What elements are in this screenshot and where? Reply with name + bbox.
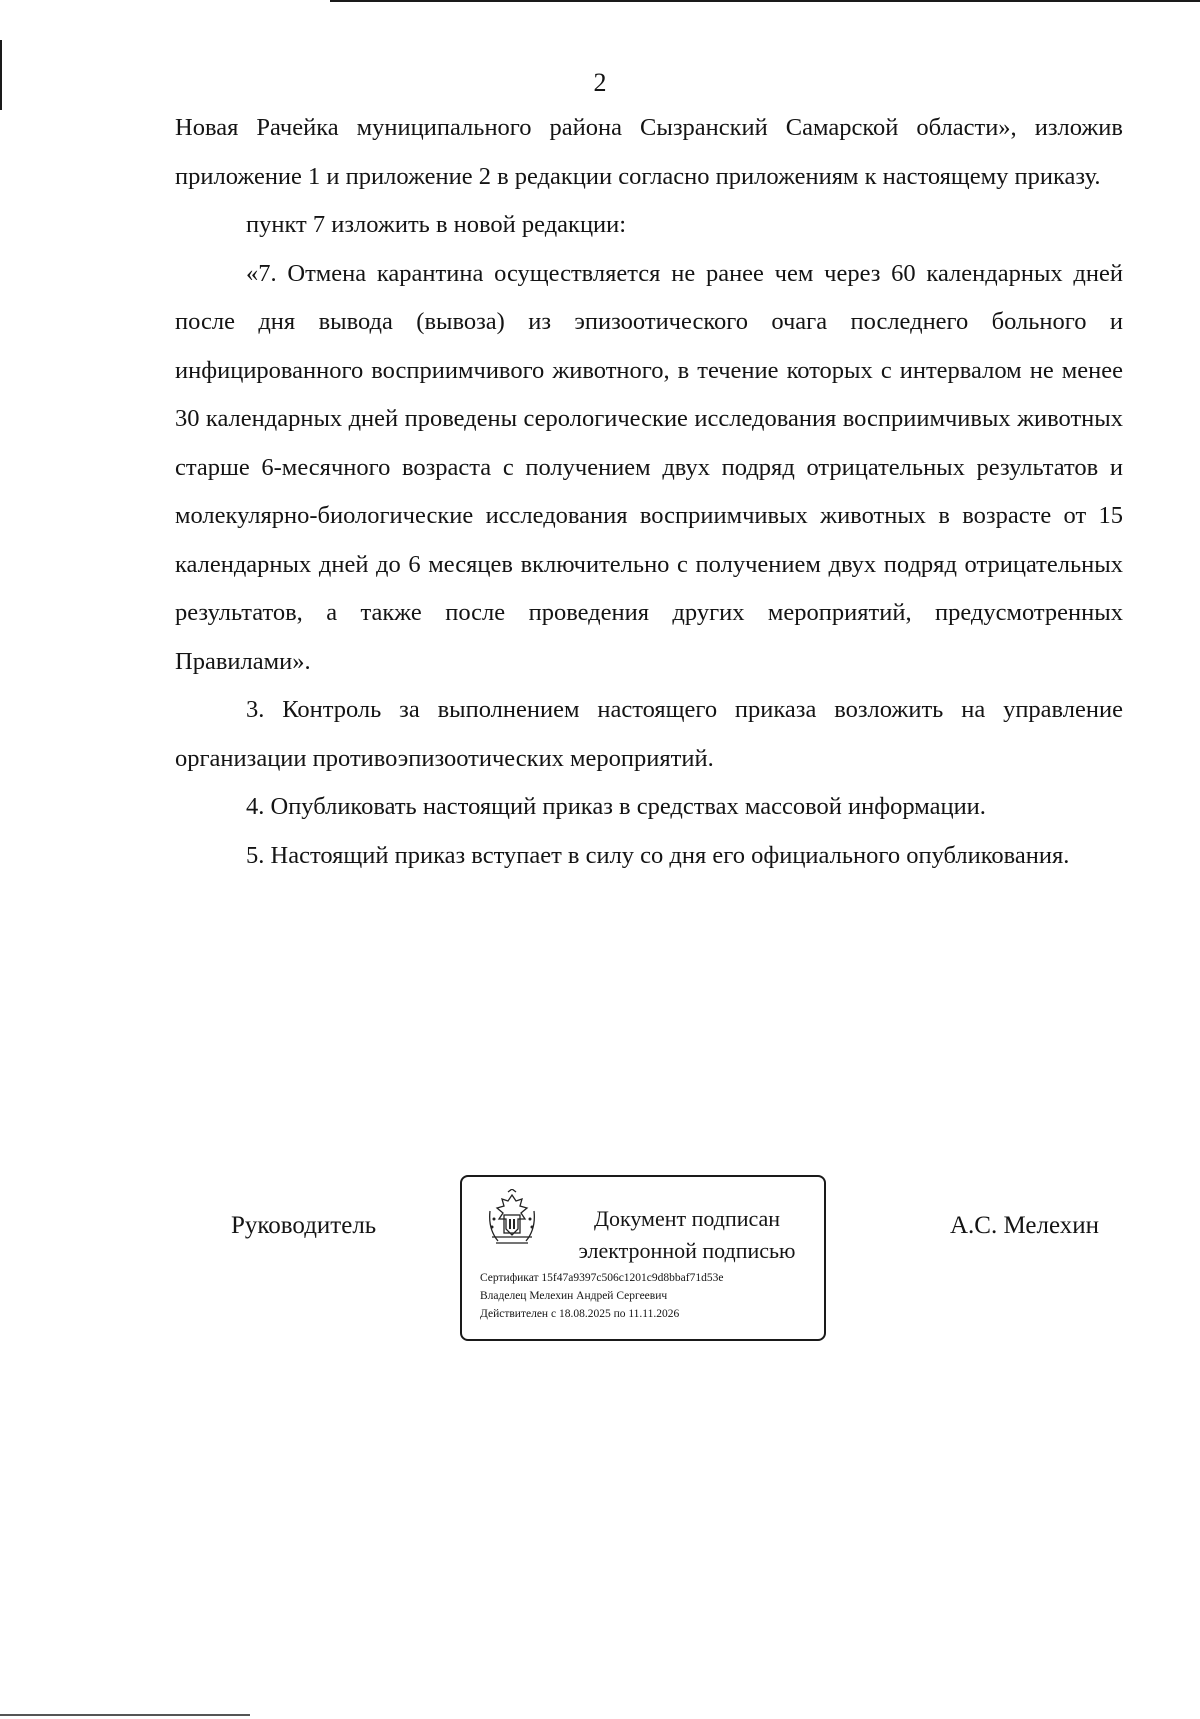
stamp-title-line2: электронной подписью xyxy=(578,1238,796,1263)
stamp-owner: Владелец Мелехин Андрей Сергеевич xyxy=(480,1290,668,1302)
paragraph-item-3: 3. Контроль за выполнением настоящего приказа возложить на управление организации противоэпизоотических мероприятий. xyxy=(175,696,1123,772)
stamp-details xyxy=(462,1269,741,1323)
document-body xyxy=(175,104,1123,880)
stamp-validity: Действителен с 18.08.2025 по 11.11.2026 xyxy=(480,1308,680,1320)
signer-name: А.С. Мелехин xyxy=(950,1212,1099,1239)
coat-of-arms-icon xyxy=(482,1189,542,1251)
signature-block xyxy=(0,1175,1200,1345)
scan-artifact-top-line xyxy=(330,0,1200,2)
stamp-title xyxy=(562,1203,812,1267)
electronic-signature-stamp xyxy=(460,1175,826,1341)
paragraph-item-4: 4. Опубликовать настоящий приказ в средствах массовой информации. xyxy=(246,793,986,820)
stamp-title-line1: Документ подписан xyxy=(593,1206,781,1231)
scan-artifact-bottom-line xyxy=(0,1714,250,1716)
signer-role: Руководитель xyxy=(231,1212,377,1239)
paragraph-continuation: Новая Рачейка муниципального района Сызранский Самарской области», изложив приложение 1 и приложение 2 в редакции согласно приложениям к настоящему приказу. xyxy=(175,114,1123,190)
page-number: 2 xyxy=(593,68,607,97)
paragraph-item-7-text: «7. Отмена карантина осуществляется не ранее чем через 60 календарных дней после дня вывода (вывоза) из эпизоотического очага последнего больного и инфицированного восприимчивого животного, в течение которых с интервалом не менее 30 календарных дней проведены серологические исследования восприимчивых животных старше 6-месячного возраста с получением двух подряд отрицательных результатов и молекулярно-биологические исследования восприимчивых животных в возрасте от 15 календарных дней до 6 месяцев включительно с получением двух подряд отрицательных результатов, а также после проведения других мероприятий, предусмотренных Правилами». xyxy=(175,259,1123,675)
paragraph-item-5: 5. Настоящий приказ вступает в силу со дня его официального опубликования. xyxy=(246,841,1070,869)
paragraph-item-7-intro: пункт 7 изложить в новой редакции: xyxy=(246,211,627,238)
stamp-certificate: Сертификат 15f47a9397c506c1201c9d8bbaf71d53e xyxy=(480,1272,724,1284)
